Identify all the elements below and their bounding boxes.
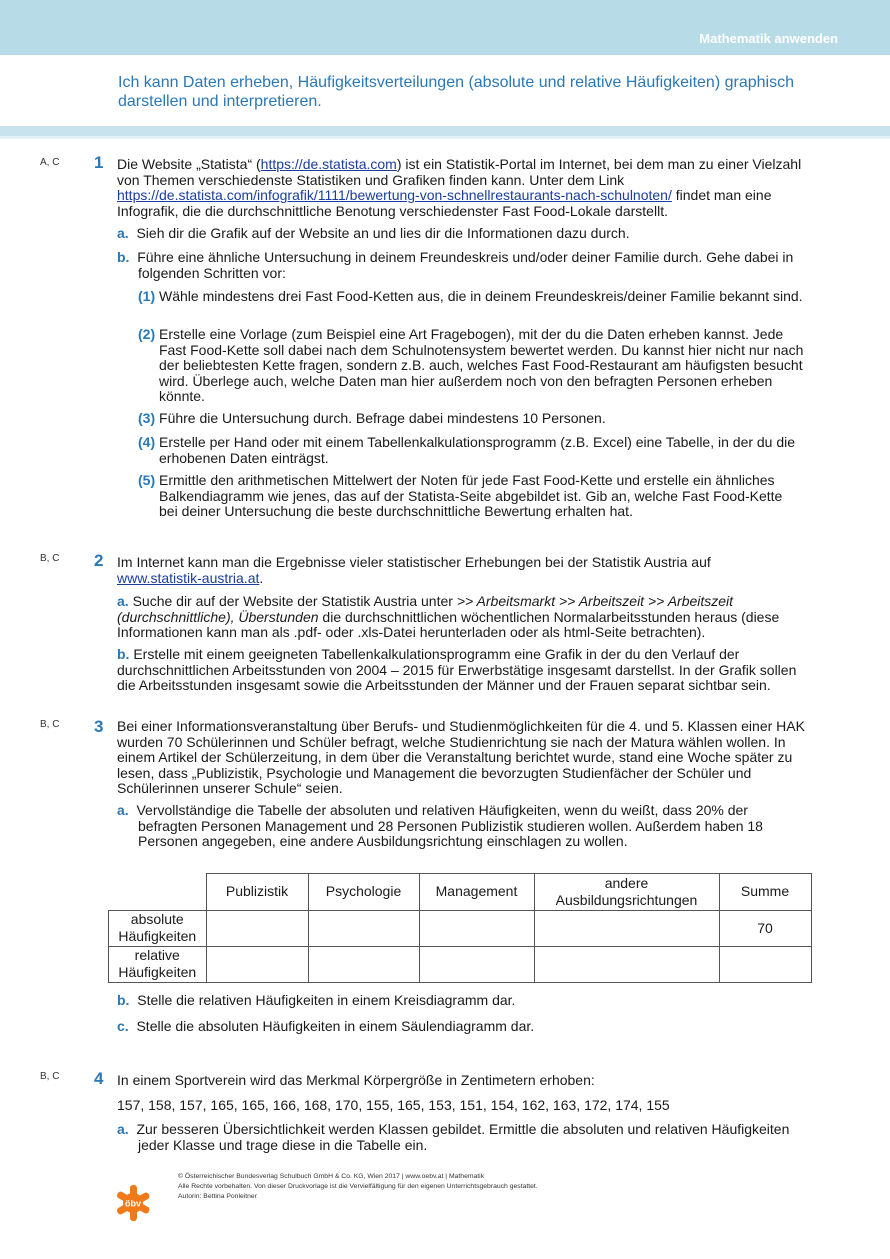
task-4a: a. Zur besseren Übersichtlichkeit werden Klassen gebildet. Ermittle die absoluten und relativen Häufigkeiten jeder Klasse und trage diese in die Tabelle ein. [117, 1121, 790, 1153]
table-cell [206, 946, 308, 982]
task-1-tags: A, C [40, 157, 60, 168]
statistik-austria-link[interactable]: www.statistik-austria.at [117, 569, 260, 586]
frequency-table [108, 873, 812, 983]
table-header-row [109, 874, 812, 911]
table-header-cell: Psychologie [308, 874, 419, 911]
task-1b-step-4: (4) Erstelle per Hand oder mit einem Tabellenkalkulationsprogramm (z.B. Excel) eine Tabelle, in der du die erhobenen Daten einträgst. [138, 434, 796, 466]
task-3-intro: Bei einer Informationsveranstaltung über Berufs- und Studienmöglichkeiten für die 4. und 5. Klassen einer HAK wurden 70 Schülerinnen und Schüler befragt, welche Studienrichtung sie nach der Matura wählen wollen. In einem Artikel der Schülerzeitung, in dem über die Veranstaltung berichtet wurde, stand eine Woche später zu lesen, dass „Publizistik, Psychologie und Management die bevorzugten Studienfächer der Schüler und Schülerinnen unserer Schule“ seien. [117, 718, 805, 796]
task-2a: a. Suche dir auf der Website der Statistik Austria unter >> Arbeitsmarkt >> Arbeitszeit >> Arbeitszeit (durchschnittliche), Überstunden die durchschnittlichen wöchentlichen Normalarbeitsstunden heraus (diese Informationen kann man als .pdf- oder .xls-Datei herunterladen oder als html-Seite betrachten). [117, 593, 780, 640]
table-cell: 70 [719, 910, 811, 946]
statista-link[interactable]: https://de.statista.com [260, 156, 397, 172]
task-1-number: 1 [94, 153, 104, 172]
task-4-intro: In einem Sportverein wird das Merkmal Körpergröße in Zentimetern erhoben: [117, 1072, 595, 1088]
task-3b: b. Stelle die relativen Häufigkeiten in einem Kreisdiagramm dar. [117, 992, 516, 1008]
table-header-cell: Publizistik [206, 874, 308, 911]
table-cell [534, 910, 719, 946]
task-2-number: 2 [94, 551, 104, 570]
divider-stripe-light [0, 136, 890, 139]
section-tag: Mathematik anwenden [699, 31, 838, 46]
task-1b-step-3: (3) Führe die Untersuchung durch. Befrage dabei mindestens 10 Personen. [138, 410, 606, 426]
table-row [109, 910, 812, 946]
task-2-intro: Im Internet kann man die Ergebnisse vieler statistischer Erhebungen bei der Statistik Austria auf www.statistik-austria.at. [117, 554, 711, 586]
table-row-label: relative Häufigkeiten [109, 946, 207, 982]
task-2b: b. Erstelle mit einem geeigneten Tabellenkalkulationsprogramm eine Grafik in der du den Verlauf der durchschnittlichen Arbeitsstunden von 2004 – 2015 für Erwerbstätige insgesamt darstellst. In der Grafik sollen die Arbeitsstunden insgesamt sowie die Arbeitsstunden der Männer und der Frauen separat sichtbar sein. [117, 646, 797, 693]
learning-goal: Ich kann Daten erheben, Häufigkeitsverteilungen (absolute und relative Häufigkeiten) graphisch darstellen und interpretieren. [118, 74, 794, 110]
divider-stripe [0, 126, 890, 136]
table-row [109, 946, 812, 982]
footer-copyright: © Österreichischer Bundesverlag Schulbuch GmbH & Co. KG, Wien 2017 | www.oebv.at | Mathematik Alle Rechte vorbehalten. Von dieser Druckvorlage ist die Vervielfältigung für den eigenen Unterrichtsgebrauch gestattet. Autorin: Bettina Ponleitner [178, 1173, 538, 1200]
infografik-link[interactable]: https://de.statista.com/infografik/1111/bewertung-von-schnellrestaurants-nach-schulnoten/ [117, 187, 672, 203]
table-header-cell: Summe [719, 874, 811, 911]
task-4-data: 157, 158, 157, 165, 165, 166, 168, 170, 155, 165, 153, 151, 154, 162, 163, 172, 174, 155 [117, 1097, 670, 1113]
task-1b-step-1: (1) Wähle mindestens drei Fast Food-Ketten aus, die in deinem Freundeskreis/deiner Familie bekannt sind. [138, 288, 803, 304]
task-1b: b. Führe eine ähnliche Untersuchung in deinem Freundeskreis und/oder deiner Familie durch. Gehe dabei in folgenden Schritten vor: [117, 249, 794, 281]
task-1a: a. Sieh dir die Grafik auf der Website an und lies dir die Informationen dazu durch. [117, 225, 630, 241]
table-corner [109, 874, 207, 911]
header-band [0, 0, 890, 55]
table-cell [308, 910, 419, 946]
task-4-number: 4 [94, 1069, 104, 1088]
task-1b-step-2: (2) Erstelle eine Vorlage (zum Beispiel eine Art Fragebogen), mit der du die Daten erheben kannst. Jede Fast Food-Kette soll dabei nach dem Schulnotensystem bewertet werden. Du kannst hier nicht nur nach der beliebtesten Kette fragen, sondern z.B. auch, welches Fast Food-Restaurant am häufigsten besucht wird. Überlege auch, welche Daten man hier außerdem noch von den befragten Personen erheben könnte. [138, 326, 804, 404]
task-3-tags: B, C [40, 719, 60, 730]
table-header-cell: andere Ausbildungsrichtungen [534, 874, 719, 911]
table-cell [308, 946, 419, 982]
logo-text: öbv [124, 1198, 142, 1209]
table-cell [534, 946, 719, 982]
table-cell [206, 910, 308, 946]
table-row-label: absolute Häufigkeiten [109, 910, 207, 946]
table-cell [419, 946, 534, 982]
task-1-intro: Die Website „Statista“ (https://de.statista.com) ist ein Statistik-Portal im Internet, bei dem man zu einer Vielzahl von Themen verschiedenste Statistiken und Grafiken finden kann. Unter dem Link https://de.statista.com/infografik/1111/bewertung-von-schnellrestaurants-nach-schulnoten/ findet man eine Infografik, die die durchschnittliche Benotung verschiedenster Fast Food-Lokale darstellt. [117, 156, 802, 219]
oebv-logo [113, 1183, 153, 1223]
table-cell [719, 946, 811, 982]
task-2-tags: B, C [40, 553, 60, 564]
table-header-cell: Management [419, 874, 534, 911]
task-3a: a. Vervollständige die Tabelle der absoluten und relativen Häufigkeiten, wenn du weißt, dass 20% der befragten Personen Management und 28 Personen Publizistik studieren wollen. Außerdem haben 18 Personen angegeben, eine andere Ausbildungsrichtung einschlagen zu wollen. [117, 802, 763, 849]
task-3-number: 3 [94, 717, 104, 736]
table-cell [419, 910, 534, 946]
task-1b-step-5: (5) Ermittle den arithmetischen Mittelwert der Noten für jede Fast Food-Kette und erstelle ein ähnliches Balkendiagramm wie jenes, das auf der Statista-Seite abgebildet ist. Gib an, welche Fast Food-Kette bei deiner Untersuchung die beste durchschnittliche Bewertung erhalten hat. [138, 472, 783, 519]
task-4-tags: B, C [40, 1071, 60, 1082]
task-3c: c. Stelle die absoluten Häufigkeiten in einem Säulendiagramm dar. [117, 1018, 535, 1034]
